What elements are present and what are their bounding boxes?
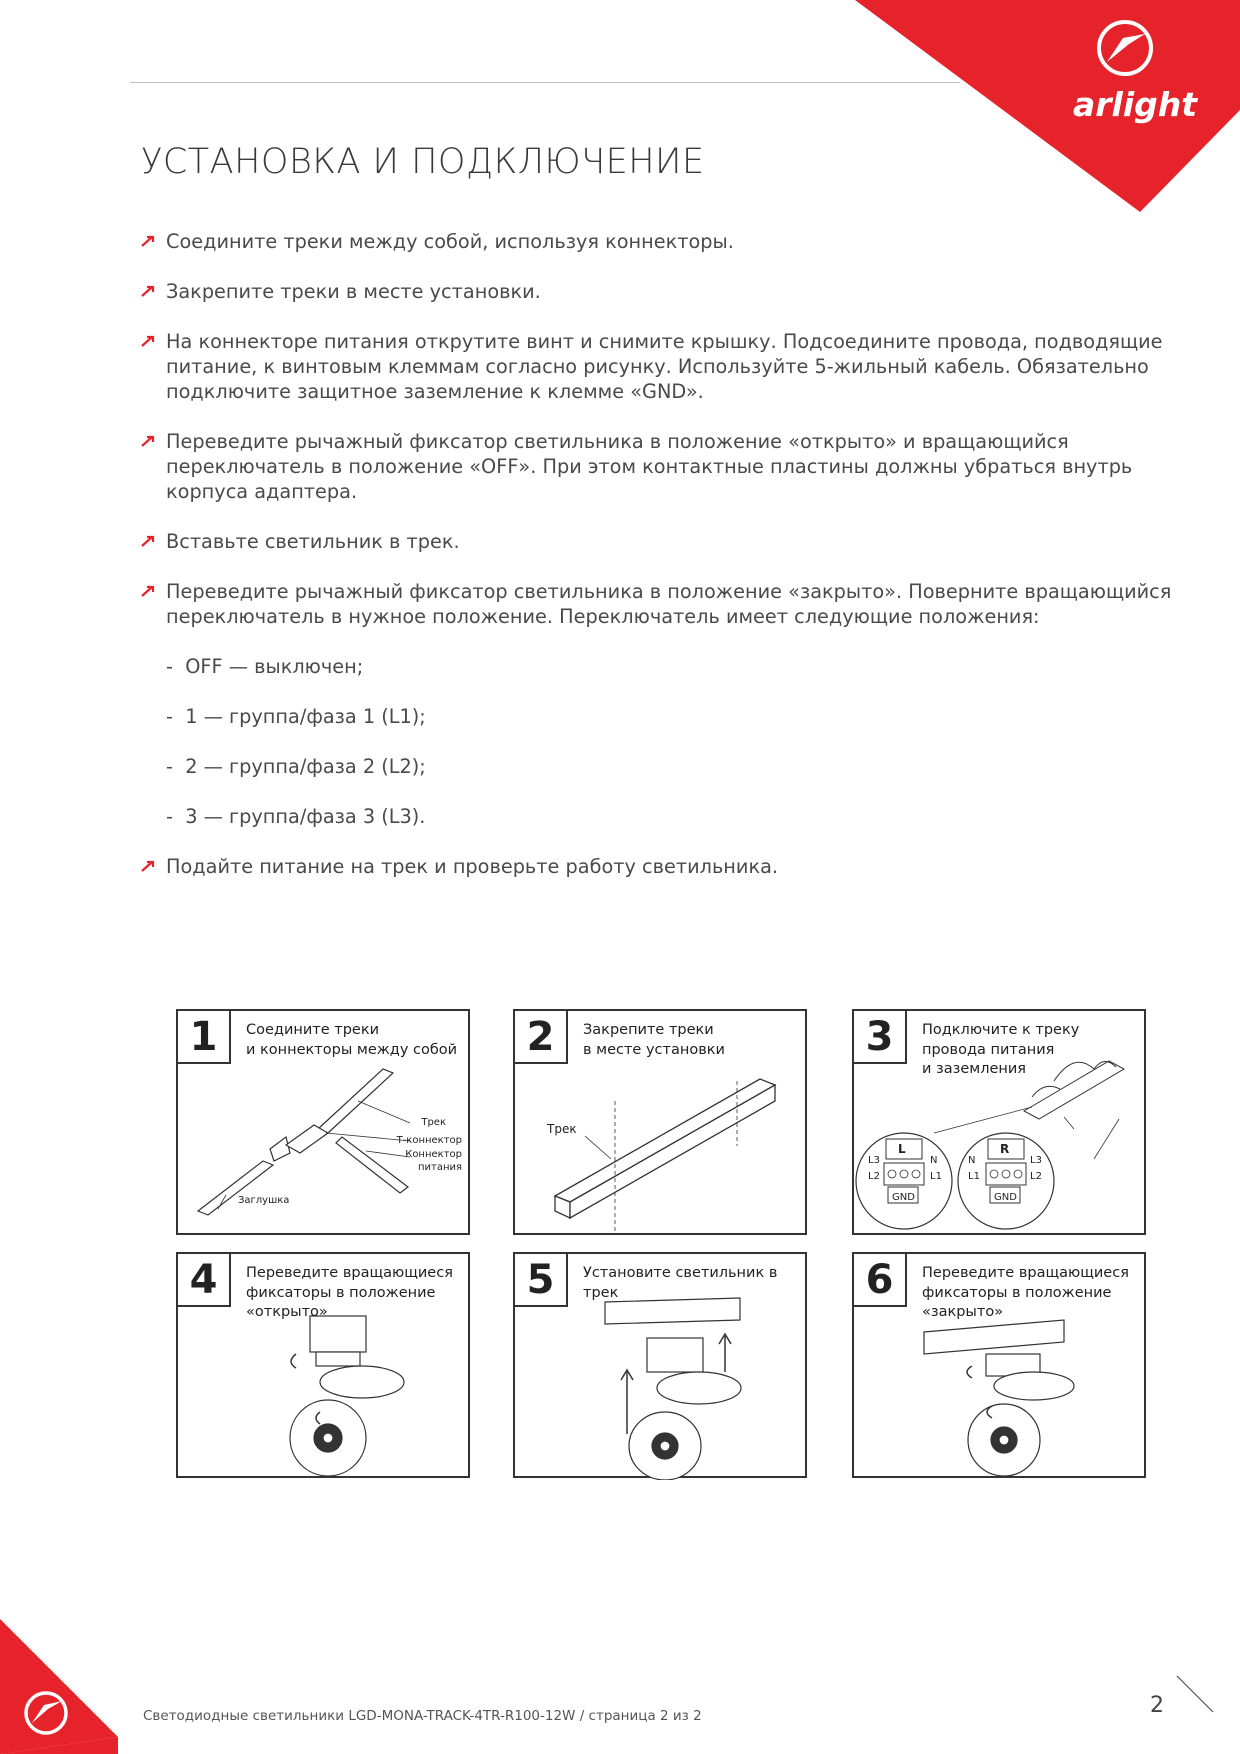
- label-L: L: [898, 1142, 906, 1156]
- list-item: [138, 329, 1178, 404]
- panel-connect-tracks: [176, 1009, 470, 1235]
- panel-caption: Закрепите треки в месте установки: [583, 1022, 725, 1058]
- panel-number: 2: [513, 1009, 568, 1064]
- label-GND: GND: [892, 1192, 915, 1203]
- bullet-arrow-icon: [141, 335, 157, 347]
- step-text: Вставьте светильник в трек.: [166, 530, 460, 553]
- list-item: [138, 529, 1178, 554]
- bullet-arrow-icon: [141, 585, 157, 597]
- label-R: R: [1000, 1142, 1010, 1156]
- position-item: - 1 — группа/фаза 1 (L1);: [166, 705, 426, 728]
- panel-caption: Установите светильник в трек: [583, 1265, 778, 1301]
- logo-text: arlight: [1073, 85, 1198, 124]
- step-text: Подайте питание на трек и проверьте работу светильника.: [166, 855, 779, 878]
- position-item: - 3 — группа/фаза 3 (L3).: [166, 805, 426, 828]
- step-text: Соедините треки между собой, используя коннекторы.: [166, 230, 734, 253]
- panel-caption: Подключите к треку провода питания и заземления: [922, 1022, 1080, 1077]
- panel-caption: Соедините треки и коннекторы между собой: [246, 1022, 458, 1058]
- label-L2-right: L2: [1030, 1171, 1042, 1182]
- list-item: [138, 854, 1178, 879]
- step-text: Переведите рычажный фиксатор светильника в положение «открыто» и вращающийся переключатель в положение «OFF». При этом контактные пластины должны убраться внутрь корпуса адаптера.: [166, 430, 1133, 503]
- bullet-arrow-icon: [141, 235, 157, 247]
- label-L1: L1: [930, 1171, 942, 1182]
- page-slash-icon: [1175, 1674, 1215, 1714]
- bullet-arrow-icon: [141, 535, 157, 547]
- position-item: - OFF — выключен;: [166, 655, 364, 678]
- instructions-list: [138, 229, 1178, 879]
- label-L1-right: L1: [968, 1171, 980, 1182]
- panel-insert-luminaire: [513, 1252, 807, 1478]
- panel-number: 6: [852, 1252, 907, 1307]
- page-title: УСТАНОВКА И ПОДКЛЮЧЕНИЕ: [141, 142, 705, 182]
- step-text: Закрепите треки в месте установки.: [166, 280, 541, 303]
- bullet-arrow-icon: [141, 860, 157, 872]
- list-item: [138, 279, 1178, 304]
- position-text: 3 — группа/фаза 3 (L3).: [185, 805, 426, 828]
- panel-caption: Переведите вращающиеся фиксаторы в положение «открыто»: [246, 1265, 453, 1320]
- label-GND-right: GND: [994, 1192, 1017, 1203]
- label-track: Трек: [421, 1117, 446, 1128]
- label-N: N: [930, 1155, 938, 1166]
- label-L3-right: L3: [1030, 1155, 1042, 1166]
- page-number: 2: [1150, 1693, 1164, 1718]
- label-power-connector: Коннектор: [405, 1149, 462, 1160]
- panel-number: 4: [176, 1252, 231, 1307]
- label-end-cap: Заглушка: [238, 1195, 290, 1206]
- label-L3: L3: [868, 1155, 880, 1166]
- panel-mount-track: [513, 1009, 807, 1235]
- panel-open-latches: [176, 1252, 470, 1478]
- label-L2: L2: [868, 1171, 880, 1182]
- position-text: OFF — выключен;: [185, 655, 364, 678]
- label-track: Трек: [547, 1122, 577, 1136]
- panel-number: 1: [176, 1009, 231, 1064]
- footer-text: Светодиодные светильники LGD-MONA-TRACK-4TR-R100-12W / страница 2 из 2: [143, 1708, 702, 1724]
- brand-corner-bottom: [0, 1619, 120, 1754]
- step-text: Переведите рычажный фиксатор светильника в положение «закрыто». Поверните вращающийся переключатель в нужное положение. Переключатель имеет следующие положения:: [166, 580, 1172, 628]
- panel-caption: Переведите вращающиеся фиксаторы в положение «закрыто»: [922, 1265, 1129, 1320]
- step-text: На коннекторе питания открутите винт и снимите крышку. Подсоедините провода, подводящие питание, к винтовым клеммам согласно рисунку. Используйте 5-жильный кабель. Обязательно подключите защитное заземление к клемме «GND».: [166, 330, 1163, 403]
- bullet-arrow-icon: [141, 435, 157, 447]
- top-rule: [130, 82, 960, 83]
- position-item: - 2 — группа/фаза 2 (L2);: [166, 755, 426, 778]
- label-N-right: N: [968, 1155, 976, 1166]
- position-text: 1 — группа/фаза 1 (L1);: [185, 705, 426, 728]
- list-item: [138, 429, 1178, 504]
- label-power-connector-2: питания: [417, 1162, 462, 1173]
- position-text: 2 — группа/фаза 2 (L2);: [185, 755, 426, 778]
- panel-number: 5: [513, 1252, 568, 1307]
- panel-number: 3: [852, 1009, 907, 1064]
- panel-close-latches: [852, 1252, 1146, 1478]
- brand-corner-top: [855, 0, 1240, 215]
- panel-wiring: [852, 1009, 1146, 1235]
- list-item: [138, 579, 1178, 629]
- bullet-arrow-icon: [141, 285, 157, 297]
- label-t-connector: Т-коннектор: [396, 1135, 462, 1146]
- list-item: [138, 229, 1178, 254]
